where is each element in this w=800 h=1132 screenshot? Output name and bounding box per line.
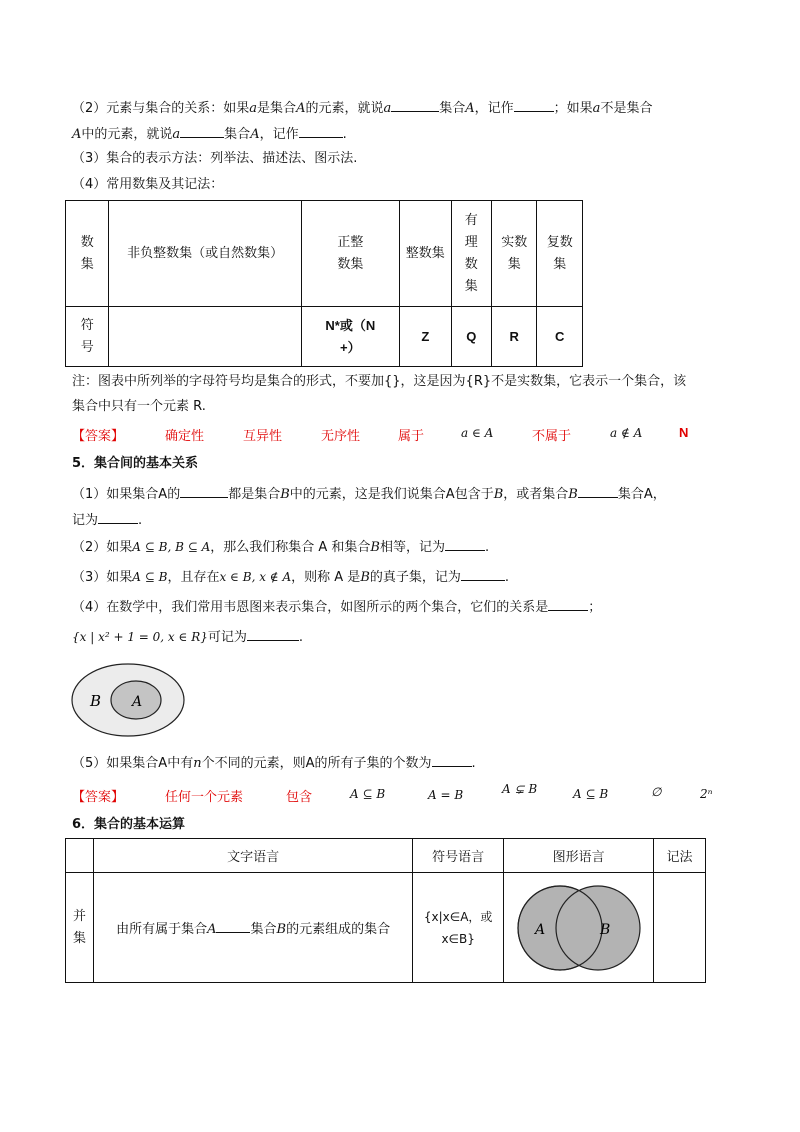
section5-title: 5．集合间的基本关系 <box>72 456 199 471</box>
item2-line2: A中的元素，就说a 集合A，记作 . <box>72 123 347 145</box>
table-cell: 并 集 <box>66 873 94 983</box>
fill-blank <box>180 123 224 138</box>
answer-item: 确定性 <box>165 429 205 444</box>
number-sets-table <box>65 200 583 367</box>
table-cell: R <box>491 307 536 367</box>
fill-blank <box>514 97 554 112</box>
item4-text: （4）常用数集及其记法： <box>72 177 224 192</box>
answer-item: A = B <box>428 788 464 802</box>
header-cell: 非负整数集（或自然数集） <box>109 201 301 307</box>
fill-blank <box>247 626 299 641</box>
table-cell: Z <box>399 307 451 367</box>
item2-line1: （2）元素与集合的关系：如果a是集合A的元素，就说a 集合A，记作 ；如果a不是集合 <box>72 97 652 119</box>
answer-item: 任何一个元素 <box>165 790 244 805</box>
section6-title: 6．集合的基本运算 <box>72 817 186 832</box>
s5-item4-line1: （4）在数学中，我们常用韦恩图来表示集合，如图所示的两个集合，它们的关系是 ； <box>72 596 601 618</box>
symbol-line: x∈B} <box>441 931 475 946</box>
table-header-row <box>66 839 706 873</box>
answer-item: A ⊆ B <box>350 787 386 801</box>
table-cell <box>109 307 301 367</box>
answer-item: a ∈ A <box>461 426 494 440</box>
table-cell: 符 号 <box>66 307 109 367</box>
table-row <box>66 307 583 367</box>
table-header-row <box>66 201 583 307</box>
answer-item: ∅ <box>651 785 662 799</box>
symbol-line: {x|x∈A，或 <box>423 909 493 924</box>
table-cell: 由所有属于集合A 集合B的元素组成的集合 <box>93 873 412 983</box>
table-cell <box>654 873 706 983</box>
fill-blank <box>98 509 138 524</box>
venn-label-inner: A <box>132 694 143 710</box>
fill-blank <box>578 483 618 498</box>
fill-blank <box>445 536 485 551</box>
fill-blank <box>432 752 472 767</box>
answer-item: A ⊆ B <box>573 787 609 801</box>
answer-item: 无序性 <box>321 429 361 444</box>
table-cell: Q <box>451 307 491 367</box>
s5-item5: （5）如果集合A中有n个不同的元素，则A的所有子集的个数为 . <box>72 752 476 774</box>
answer-item: 2ⁿ <box>700 787 713 801</box>
table-cell: N*或（N +） <box>301 307 399 367</box>
answer-label: 【答案】 <box>72 429 125 444</box>
header-cell <box>66 839 94 873</box>
s5-item1-line1: （1）如果集合A的 都是集合B中的元素，这是我们说集合A包含于B，或者集合B 集合A， <box>72 483 666 505</box>
venn-union-diagram <box>516 883 642 973</box>
note-line2: 集合中只有一个元素 R. <box>72 399 206 414</box>
fill-blank <box>299 123 343 138</box>
set-operations-table <box>65 838 706 983</box>
table-cell <box>413 873 504 983</box>
answer-item: 互异性 <box>243 429 283 444</box>
header-cell: 记法 <box>654 839 706 873</box>
answer-item: 包含 <box>286 790 313 805</box>
fill-blank <box>548 596 588 611</box>
header-cell: 数 集 <box>66 201 109 307</box>
fill-blank <box>216 918 250 933</box>
venn-subset-diagram <box>70 662 186 738</box>
s5-item3: （3）如果A ⊆ B，且存在x ∈ B, x ∉ A，则称 A 是B的真子集，记为 . <box>72 566 509 588</box>
table-row <box>66 873 706 983</box>
header-cell: 实数 集 <box>491 201 536 307</box>
header-cell: 正整 数集 <box>301 201 399 307</box>
header-cell: 复数 集 <box>537 201 583 307</box>
header-cell: 图形语言 <box>504 839 654 873</box>
answer-label: 【答案】 <box>72 790 125 805</box>
fill-blank <box>391 97 439 112</box>
venn-label-outer: B <box>90 692 102 710</box>
header-cell: 有 理 数 集 <box>451 201 491 307</box>
answer-item: N <box>679 425 689 440</box>
header-cell: 符号语言 <box>413 839 504 873</box>
item3-text: （3）集合的表示方法：列举法、描述法、图示法. <box>72 151 358 166</box>
fill-blank <box>461 566 505 581</box>
answer-item: A ⊊ B <box>502 782 538 796</box>
answer-item: a ∉ A <box>610 426 643 440</box>
s5-item2: （2）如果A ⊆ B, B ⊆ A，那么我们称集合 A 和集合B相等，记为 . <box>72 536 489 558</box>
header-cell: 整数集 <box>399 201 451 307</box>
venn-label-b: B <box>599 921 610 938</box>
answer-item: 不属于 <box>532 429 572 444</box>
fill-blank <box>180 483 228 498</box>
s5-item1-line2: 记为 . <box>72 509 142 531</box>
note-line1: 注：图表中所列举的字母符号均是集合的形式，不要加{}，这是因为{R}不是实数集，它表示一个集合，该 <box>72 374 687 389</box>
s5-item4-line2: {x | x² + 1 = 0, x ∈ R}可记为 . <box>72 626 303 648</box>
union-circle-b <box>556 886 640 970</box>
table-cell <box>504 873 654 983</box>
header-cell: 文字语言 <box>93 839 412 873</box>
venn-label-a: A <box>534 921 545 938</box>
answer-item: 属于 <box>398 429 425 444</box>
table-cell: C <box>537 307 583 367</box>
